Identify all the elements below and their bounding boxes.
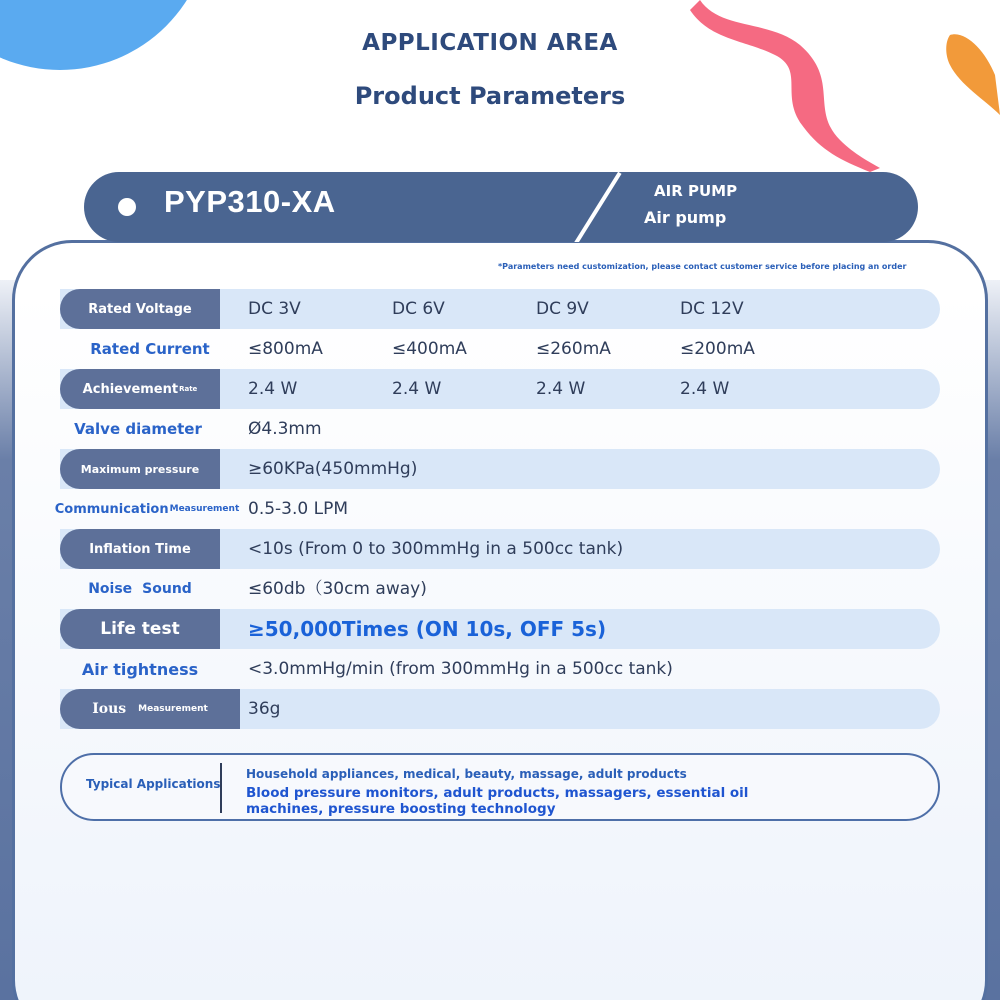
value-inflation-time: <10s (From 0 to 300mmHg in a 500cc tank): [248, 539, 624, 559]
label-rated-voltage: Rated Voltage: [60, 289, 220, 329]
label-life-test: Life test: [60, 609, 220, 649]
applications-divider: [220, 763, 222, 813]
value-power-3: 2.4 W: [536, 379, 586, 399]
row-weight: [60, 689, 940, 729]
value-voltage-4: DC 12V: [680, 299, 744, 319]
label-achievement-rate: [60, 369, 220, 409]
value-voltage-2: DC 6V: [392, 299, 445, 319]
row-life-test: [60, 609, 940, 649]
label-maximum-pressure: Maximum pressure: [60, 449, 220, 489]
customization-note: *Parameters need customization, please contact customer service before placing an order: [498, 262, 907, 271]
label-inflation-time: Inflation Time: [60, 529, 220, 569]
row-inflation-time: [60, 529, 940, 569]
row-communication: [54, 489, 940, 529]
value-current-3: ≤260mA: [536, 339, 611, 359]
row-air-tightness: [60, 649, 940, 689]
label-weight: [60, 689, 240, 729]
value-maximum-pressure: ≥60KPa(450mmHg): [248, 459, 418, 479]
model-name: PYP310-XA: [164, 184, 336, 219]
applications-line-2: Blood pressure monitors, adult products, massagers, essential oil machines, pressure boosting technology: [246, 785, 749, 817]
row-rated-voltage: [60, 289, 940, 329]
applications-line-1: Household appliances, medical, beauty, massage, adult products: [246, 767, 687, 781]
product-type-secondary: Air pump: [644, 208, 727, 227]
label-communication: [52, 489, 242, 529]
applications-title: Typical Applications: [86, 777, 221, 791]
label-valve-diameter: Valve diameter: [74, 420, 202, 438]
model-bar: [84, 172, 918, 242]
value-voltage-1: DC 3V: [248, 299, 301, 319]
typical-applications-box: [60, 753, 940, 821]
label-achievement-suffix: Rate: [179, 385, 198, 393]
product-type-en: AIR PUMP: [654, 182, 738, 200]
value-noise: ≤60db（30cm away): [248, 579, 427, 599]
value-current-2: ≤400mA: [392, 339, 467, 359]
row-rated-current: [60, 329, 940, 369]
value-power-4: 2.4 W: [680, 379, 730, 399]
value-current-1: ≤800mA: [248, 339, 323, 359]
label-communication-main: Communication: [54, 501, 169, 517]
label-noise: [60, 569, 220, 609]
bullet-dot: [118, 198, 136, 216]
value-communication: 0.5-3.0 LPM: [248, 499, 348, 519]
row-valve-diameter: [60, 409, 940, 449]
value-current-4: ≤200mA: [680, 339, 755, 359]
label-weight-suffix: Measurement: [138, 704, 208, 714]
value-valve-diameter: Ø4.3mm: [248, 419, 322, 439]
label-noise-main: Noise: [88, 581, 133, 597]
label-rated-current: Rated Current: [90, 340, 210, 358]
value-air-tightness: <3.0mmHg/min (from 300mmHg in a 500cc tank): [248, 659, 673, 679]
value-voltage-3: DC 9V: [536, 299, 589, 319]
label-achievement: Achievement: [82, 381, 179, 397]
label-noise-suffix: Sound: [142, 581, 192, 597]
value-life-test: ≥50,000Times (ON 10s, OFF 5s): [248, 617, 607, 641]
row-maximum-pressure: [60, 449, 940, 489]
value-power-2: 2.4 W: [392, 379, 442, 399]
section-subtitle: Product Parameters: [354, 82, 626, 110]
value-weight: 36g: [248, 699, 281, 719]
label-weight-main: Ious: [92, 701, 127, 717]
row-achievement-rate: [60, 369, 940, 409]
row-noise: [60, 569, 940, 609]
value-power-1: 2.4 W: [248, 379, 298, 399]
slash-divider: [570, 172, 621, 242]
label-communication-suffix: Measurement: [169, 504, 240, 514]
section-title: APPLICATION AREA: [362, 30, 618, 56]
label-air-tightness: Air tightness: [81, 659, 199, 679]
